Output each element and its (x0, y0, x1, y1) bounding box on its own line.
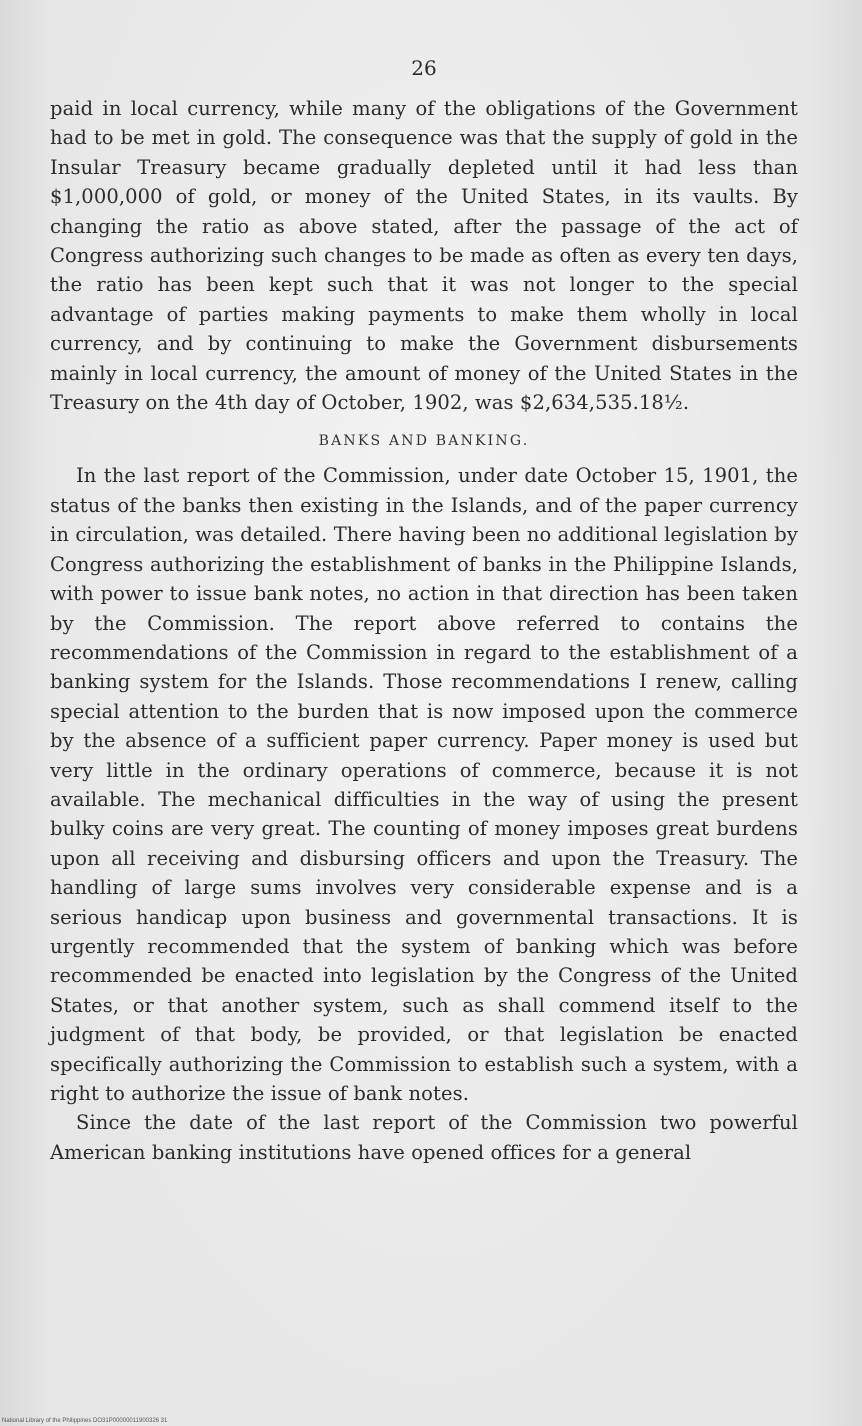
paragraph-banking-institutions: Since the date of the last report of the Commission two powerful American banking institutions have opened offices for a general (50, 1111, 798, 1164)
section-heading: BANKS AND BANKING. (318, 433, 530, 450)
paragraph-banks-status: In the last report of the Commission, under date October 15, 1901, the status of the banks then existing in the Islands, and of the paper currency in circulation, was detailed. There having been no additional legislation by Congress authorizing the establishment of banks in the Philippine Islands, with power to issue bank notes, no action in that direction has been taken by the Commission. The report above referred to contains the recommendations of the Commission in regard to the establishment of a banking system for the Islands. Those recommendations I renew, calling special attention to the burden that is now imposed upon the commerce by the absence of a sufficient paper currency. Paper money is used but very little in the ordinary operations of commerce, because it is not available. The mechanical difficulties in the way of using the present bulky coins are very great. The counting of money imposes great burdens upon all receiving and disbursing officers and upon the Treasury. The handling of large sums involves very considerable expense and is a serious handicap upon business and governmental transactions. It is urgently recommended that the system of banking which was before recommended be enacted into legislation by the Congress of the United States, or that another system, such as shall commend itself to the judgment of that body, be provided, or that legislation be enacted specifically authorizing the Commission to establish such a system, with a right to authorize the issue of bank notes. (50, 464, 798, 1105)
page-number: 26 (411, 56, 437, 80)
paragraph-currency-continued: paid in local currency, while many of the obligations of the Government had to be met in gold. The consequence was that the supply of gold in the Insular Treasury became gradually depleted until it had less than $1,000,000 of gold, or money of the United States, in its vaults. By changing the ratio as above stated, after the passage of the act of Congress authorizing such changes to be made as often as every ten days, the ratio has been kept such that it was not longer to the special advantage of parties making payments to make them wholly in local currency, and by continuing to make the Government disbursements mainly in local currency, the amount of money of the United States in the Treasury on the 4th day of October, 1902, was $2,634,535.18½. (50, 97, 798, 415)
scan-credit-footer: National Library of the Philippines DO31P00000011900326 31 (2, 1418, 168, 1424)
page-content (50, 56, 798, 1167)
